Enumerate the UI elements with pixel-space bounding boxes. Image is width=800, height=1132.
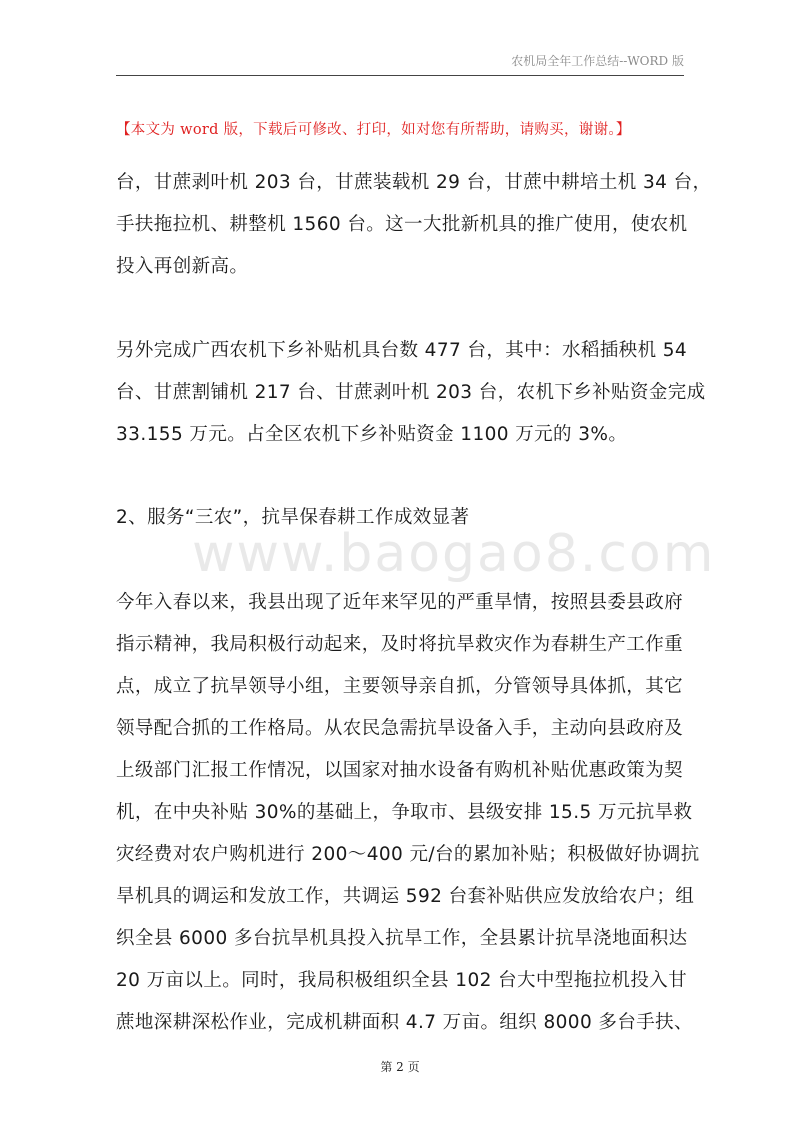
- paragraph-2: [116, 330, 706, 456]
- text-line: 旱机具的调运和发放工作，共调运 592 台套补贴供应发放给农户；组: [116, 886, 695, 907]
- text-line: 台，甘蔗剥叶机 203 台，甘蔗装载机 29 台，甘蔗中耕培土机 34 台，: [116, 172, 712, 193]
- text-line: 上级部门汇报工作情况，以国家对抽水设备有购机补贴优惠政策为契: [116, 760, 684, 781]
- text-line: 点，成立了抗旱领导小组，主要领导亲自抓，分管领导具体抓，其它: [116, 676, 684, 697]
- header-title: 农机局全年工作总结--WORD 版: [511, 54, 684, 68]
- text-line: 蔗地深耕深松作业，完成机耕面积 4.7 万亩。组织 8000 多台手扶、: [116, 1012, 693, 1033]
- text-line: 机，在中央补贴 30%的基础上，争取市、县级安排 15.5 万元抗旱救: [116, 802, 693, 823]
- paragraph-1: [116, 162, 712, 288]
- section-heading-text: 2、服务“三农”，抗旱保春耕工作成效显著: [116, 507, 470, 528]
- purchase-notice: 【本文为 word 版，下载后可修改、打印，如对您有所帮助，请购买，谢谢。】: [116, 122, 631, 138]
- watermark: www.baogao8.com: [192, 524, 716, 584]
- header-rule: [116, 75, 684, 76]
- section-heading: [116, 497, 684, 539]
- text-line: 20 万亩以上。同时，我局积极组织全县 102 台大中型拖拉机投入甘: [116, 970, 688, 991]
- text-line: 33.155 万元。占全区农机下乡补贴资金 1100 万元的 3%。: [116, 424, 628, 445]
- text-line: 灾经费对农户购机进行 200～400 元/台的累加补贴；积极做好协调抗: [116, 844, 700, 865]
- paragraph-3: [116, 582, 700, 1044]
- text-line: 手扶拖拉机、耕整机 1560 台。这一大批新机具的推广使用，使农机: [116, 214, 688, 235]
- text-line: 投入再创新高。: [116, 256, 249, 277]
- text-line: 织全县 6000 多台抗旱机具投入抗旱工作，全县累计抗旱浇地面积达: [116, 928, 688, 949]
- text-line: 今年入春以来，我县出现了近年来罕见的严重旱情，按照县委县政府: [116, 592, 684, 613]
- page-number: 第 2 页: [380, 1060, 420, 1074]
- text-line: 领导配合抓的工作格局。从农民急需抗旱设备入手，主动向县政府及: [116, 718, 684, 739]
- text-line: 指示精神，我局积极行动起来，及时将抗旱救灾作为春耕生产工作重: [116, 634, 684, 655]
- text-line: 另外完成广西农机下乡补贴机具台数 477 台，其中：水稻插秧机 54: [116, 340, 688, 361]
- text-line: 台、甘蔗割铺机 217 台、甘蔗剥叶机 203 台，农机下乡补贴资金完成: [116, 382, 706, 403]
